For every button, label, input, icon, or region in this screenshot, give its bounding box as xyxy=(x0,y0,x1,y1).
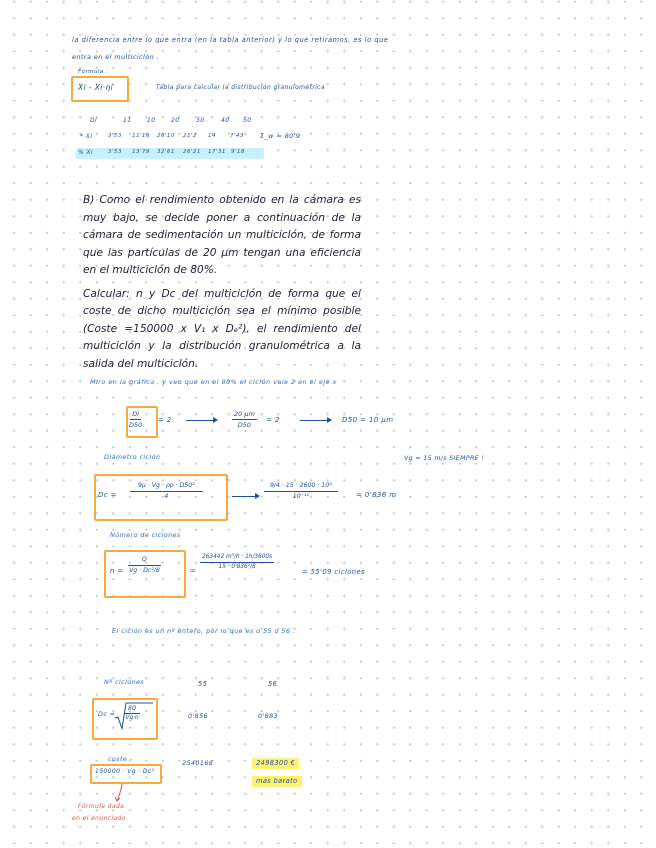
table-header-ncyclones: Nº ciclones xyxy=(104,678,145,686)
table-n-56: 56 xyxy=(268,680,278,688)
calculate-paragraph: Calcular: n y Dc del multiciclón de forma que el coste de dicho multiciclón sea el mínimo posible (Coste =150000 x V₁ x Dₑ²), el rendimiento del multiciclón y la distribución granulométrica a la salida del multiciclón. xyxy=(83,287,361,370)
table-cost-55: 2540166 xyxy=(182,759,214,767)
row-xi-value: 7'43 xyxy=(230,133,244,139)
dc-fraction xyxy=(130,482,203,500)
n-substituted-denominator: 15 · 0'836²/8 xyxy=(218,564,256,570)
ratio-value: = 2 xyxy=(158,416,172,424)
row-pct-value: 32'61 xyxy=(157,149,175,155)
table-dc-55: 0'856 xyxy=(188,712,209,720)
dc-table-numerator: 8Q xyxy=(124,706,140,714)
formula-text: Xi - Xi·ηi xyxy=(78,83,114,92)
n-result: = 55'09 ciclones xyxy=(302,568,366,576)
dc-table-formula: Dc = xyxy=(98,710,116,718)
n-substituted-numerator: 263442 m³/h · 1h/3600s xyxy=(200,554,274,563)
dc-label: Dc = xyxy=(98,491,117,499)
dc-numerator: 9μ · Vg · ρp · D50² xyxy=(130,482,203,492)
arrow-icon xyxy=(186,420,216,421)
note-difference-line2: entra en el multiciclón . xyxy=(72,53,160,61)
row-di-value: 40 xyxy=(221,117,230,124)
note-difference-line1: la diferencia entre lo que entra (en la tabla anterior) y lo que retiramos, es lo que xyxy=(72,36,389,44)
integer-note: El ciclón es un nº entero, por lo que es o 55 o 56 . xyxy=(112,627,296,635)
ratio-numerator: Di xyxy=(132,410,140,418)
row-pct-value: 26'21 xyxy=(183,149,201,155)
formula-label: Fórmula : xyxy=(78,69,109,75)
formula-note: Tabla para calcular la distribución granulométrica xyxy=(156,84,325,91)
row-di-value: 11 xyxy=(123,117,132,124)
substituted-denominator: D50 xyxy=(237,421,252,429)
row-pct-value: 17'31 xyxy=(208,149,226,155)
row-pct-value: 13'79 xyxy=(132,149,150,155)
row-xi-label: * Xi xyxy=(80,133,93,140)
dc-table-fraction xyxy=(124,706,140,721)
row-xi-value: 11'16 xyxy=(132,133,150,139)
row-di-value: 50 xyxy=(243,117,252,124)
n-lhs: n = xyxy=(110,567,124,575)
substituted-value: = 2 xyxy=(266,416,280,424)
row-xi-value: 21'2 xyxy=(183,133,197,139)
dc-substituted-numerator: 9/4 · 15 · 2600 · 10⁴ xyxy=(264,482,338,492)
row-xi-value: 3'53 xyxy=(108,133,122,139)
row-pct-value: 9'18 xyxy=(231,149,245,155)
row-di-value: 30 xyxy=(196,117,205,124)
dc-substituted-fraction xyxy=(264,482,338,500)
dc-table-denominator: Vg·n xyxy=(125,715,139,721)
arrow-icon xyxy=(232,496,258,497)
n-fraction xyxy=(128,556,161,574)
part-b-paragraph: B) Como el rendimiento obtenido en la cámara es muy bajo, se decide poner a continuación de la cámara de sedimentación un multiciclón, de forma que las partículas de 20 μm tengan una eficiencia en el multiciclón de 80%. xyxy=(83,194,361,276)
n-cyclones-label: Número de ciclones xyxy=(110,531,181,539)
ratio-denominator: D50 xyxy=(129,421,143,429)
red-note-formula: Fórmula dada xyxy=(78,803,125,810)
substituted-ratio xyxy=(232,410,257,429)
substituted-numerator: 20 μm xyxy=(234,410,255,418)
table-cost-56: 2498300 € xyxy=(252,758,299,769)
cost-label: coste - xyxy=(108,755,133,763)
problem-statement xyxy=(83,192,361,373)
row-di-value: 10 xyxy=(147,117,156,124)
sum-total: Σ_w = 80'9 xyxy=(260,132,301,140)
table-n-55: 55 xyxy=(198,680,208,688)
red-note-statement: en el enunciado xyxy=(72,815,126,822)
equals-sign: = xyxy=(190,567,197,575)
graph-note: Miro en la gráfica , y veo que en el 80% el ciclón vale 2 en el eje x xyxy=(90,378,337,386)
table-dc-56: 0'883 xyxy=(258,712,279,720)
red-arrow-icon xyxy=(112,782,132,804)
n-substituted-fraction xyxy=(200,554,274,570)
row-di-label: Di xyxy=(90,117,98,124)
row-xi-value: 26'10 xyxy=(157,133,175,139)
cheaper-note: más barato xyxy=(252,776,302,787)
row-pct-label: % Xi xyxy=(78,149,93,156)
ratio-fraction xyxy=(129,410,142,429)
diameter-label: Diámetro ciclón xyxy=(104,453,161,461)
n-denominator: Vg · Dc²/8 xyxy=(129,567,160,574)
row-pct-value: 3'53 xyxy=(108,149,122,155)
n-numerator: Q xyxy=(128,556,161,566)
cost-formula: 150000 · Vg · Dc² xyxy=(95,768,155,775)
row-xi-value: 14 xyxy=(208,133,216,139)
d50-result: D50 = 10 μm xyxy=(342,416,394,424)
row-di-value: 20 xyxy=(171,117,180,124)
vg-note: Vg = 15 m/s SIEMPRE ! xyxy=(404,455,485,462)
dc-substituted-denominator: 10⁻¹² xyxy=(292,493,309,500)
arrow-icon xyxy=(300,420,330,421)
dc-result: = 0'836 m xyxy=(356,491,397,499)
dc-denominator: 4 xyxy=(164,493,169,500)
